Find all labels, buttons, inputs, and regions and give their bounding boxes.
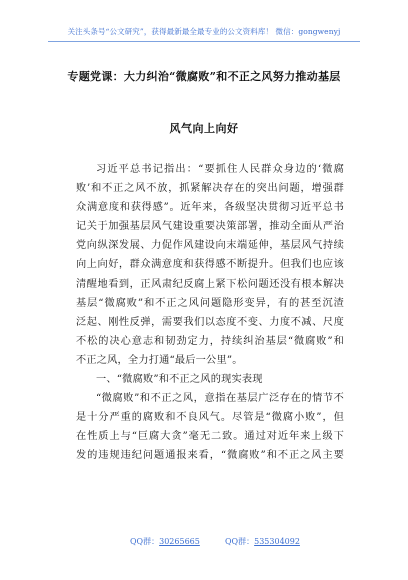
body-line: 清醒地看到，正风肃纪反腐上紧下松问题还没有根本解决 — [76, 278, 344, 290]
body-line: 党向纵深发展、力促作风建设向末端延伸，基层风气持续 — [76, 240, 344, 252]
body-line: 习近平总书记指出：“要抓住人民群众身边的‘微腐 — [96, 164, 344, 175]
header-banner: 关注头条号“公文研究”，获得最新最全最专业的公文资料库！ 微信：gongwenyj — [67, 27, 341, 36]
body-line: 向上向好，群众满意度和获得感不断提升。但我们也应该 — [76, 259, 344, 271]
footer-qq-group-2 — [225, 536, 300, 547]
body-line: 是十分严重的腐败和不良风气。尽管是“微腐小败”，但 — [76, 412, 344, 424]
body-line: 在性质上与“巨腐大贪”毫无二致。通过对近年来上级下 — [76, 431, 344, 443]
document-title-line-2: 风气向上向好 — [169, 122, 239, 135]
document-body — [76, 160, 344, 466]
qq-label: QQ群： — [225, 537, 255, 546]
footer-qq-group-1 — [130, 536, 200, 547]
body-line: 不正之风，全力打通“最后一公里”。 — [76, 354, 243, 366]
footer — [0, 536, 408, 548]
qq-number-link[interactable]: 30265665 — [159, 537, 200, 546]
body-line: 基层“微腐败”和不正之风问题隐形变异，有的甚至沉渣 — [76, 297, 344, 309]
body-line: “微腐败”和不正之风，意指在基层广泛存在的情节不 — [96, 393, 344, 405]
body-line: 泛起、刚性反弹，需要我们以态度不变、力度不减、尺度 — [76, 316, 344, 328]
document-title-line-1: 专题党课：大力纠治“微腐败”和不正之风努力推动基层 — [67, 70, 341, 83]
body-line: 记关于加强基层风气建设重要决策部署，推动全面从严治 — [76, 221, 344, 233]
qq-label: QQ群： — [130, 537, 160, 546]
section-heading: 一、“微腐败”和不正之风的现实表现 — [96, 374, 263, 386]
qq-number-link[interactable]: 535304092 — [254, 537, 300, 546]
body-line: 发的违规违纪问题通报来看，“微腐败”和不正之风主要 — [76, 450, 344, 462]
body-line: 败’和不正之风不放，抓紧解决存在的突出问题，增强群 — [76, 183, 344, 195]
header-divider — [48, 41, 360, 42]
body-line: 众满意度和获得感”。近年来，各级坚决贯彻习近平总书 — [76, 202, 344, 214]
body-line: 不松的决心意志和韧劲定力，持续纠治基层“微腐败”和 — [76, 335, 344, 347]
